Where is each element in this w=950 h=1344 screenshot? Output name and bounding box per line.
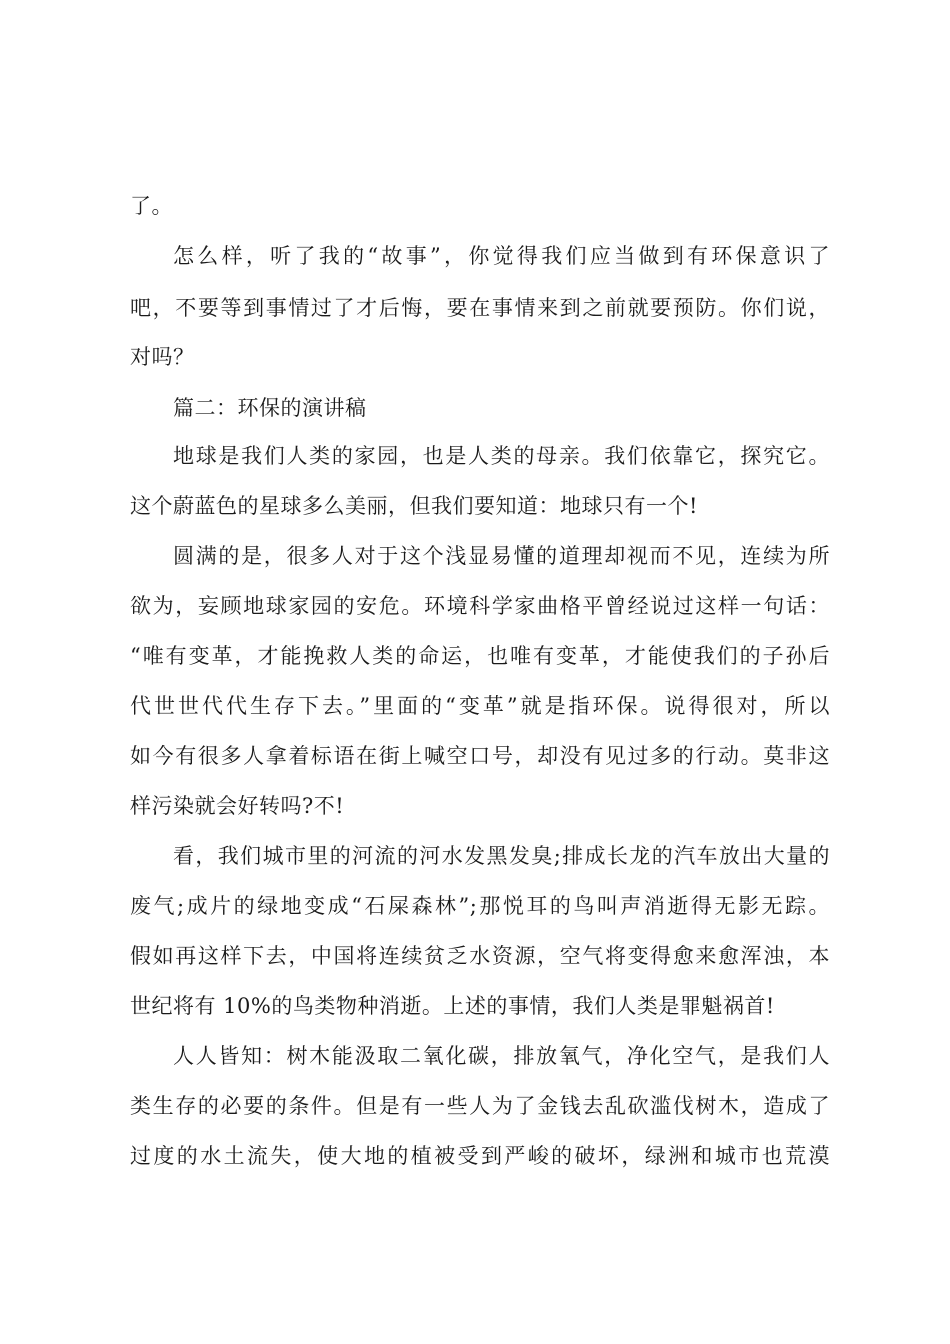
text-line: 对吗？: [130, 345, 195, 369]
text-line: 废气;成片的绿地变成“石屎森林”;那悦耳的鸟叫声消逝得无影无踪。: [130, 894, 830, 918]
text-line: 人人皆知：树木能汲取二氧化碳，排放氧气，净化空气，是我们人: [173, 1044, 830, 1068]
text-line: 欲为，妄顾地球家园的安危。环境科学家曲格平曾经说过这样一句话：: [130, 594, 830, 618]
text-line: 过度的水土流失，使大地的植被受到严峻的破坏，绿洲和城市也荒漠: [130, 1144, 830, 1168]
text-line: “唯有变革，才能挽救人类的命运，也唯有变革，才能使我们的子孙后: [130, 644, 830, 668]
text-line: 这个蔚蓝色的星球多么美丽，但我们要知道：地球只有一个!: [130, 494, 698, 518]
text-line: 类生存的必要的条件。但是有一些人为了金钱去乱砍滥伐树木，造成了: [130, 1094, 830, 1118]
text-line: 世纪将有 10%的鸟类物种消逝。上述的事情，我们人类是罪魁祸首!: [130, 994, 775, 1018]
text-line: 如今有很多人拿着标语在街上喊空口号，却没有见过多的行动。莫非这: [130, 744, 830, 768]
text-line: 假如再这样下去，中国将连续贫乏水资源，空气将变得愈来愈浑浊，本: [130, 944, 830, 968]
text-line: 看，我们城市里的河流的河水发黑发臭;排成长龙的汽车放出大量的: [173, 844, 830, 868]
text-line: 样污染就会好转吗?不!: [130, 794, 345, 818]
text-line: 怎么样，听了我的“故事”，你觉得我们应当做到有环保意识了: [173, 244, 830, 268]
text-line: 圆满的是，很多人对于这个浅显易懂的道理却视而不见，连续为所: [173, 544, 830, 568]
section-heading: 篇二：环保的演讲稿: [173, 396, 367, 420]
text-line: 了。: [130, 194, 173, 218]
text-line: 地球是我们人类的家园，也是人类的母亲。我们依靠它，探究它。: [173, 444, 830, 468]
text-line: 吧，不要等到事情过了才后悔，要在事情来到之前就要预防。你们说，: [130, 296, 830, 320]
text-line: 代世世代代生存下去。”里面的“变革”就是指环保。说得很对，所以: [130, 694, 830, 718]
